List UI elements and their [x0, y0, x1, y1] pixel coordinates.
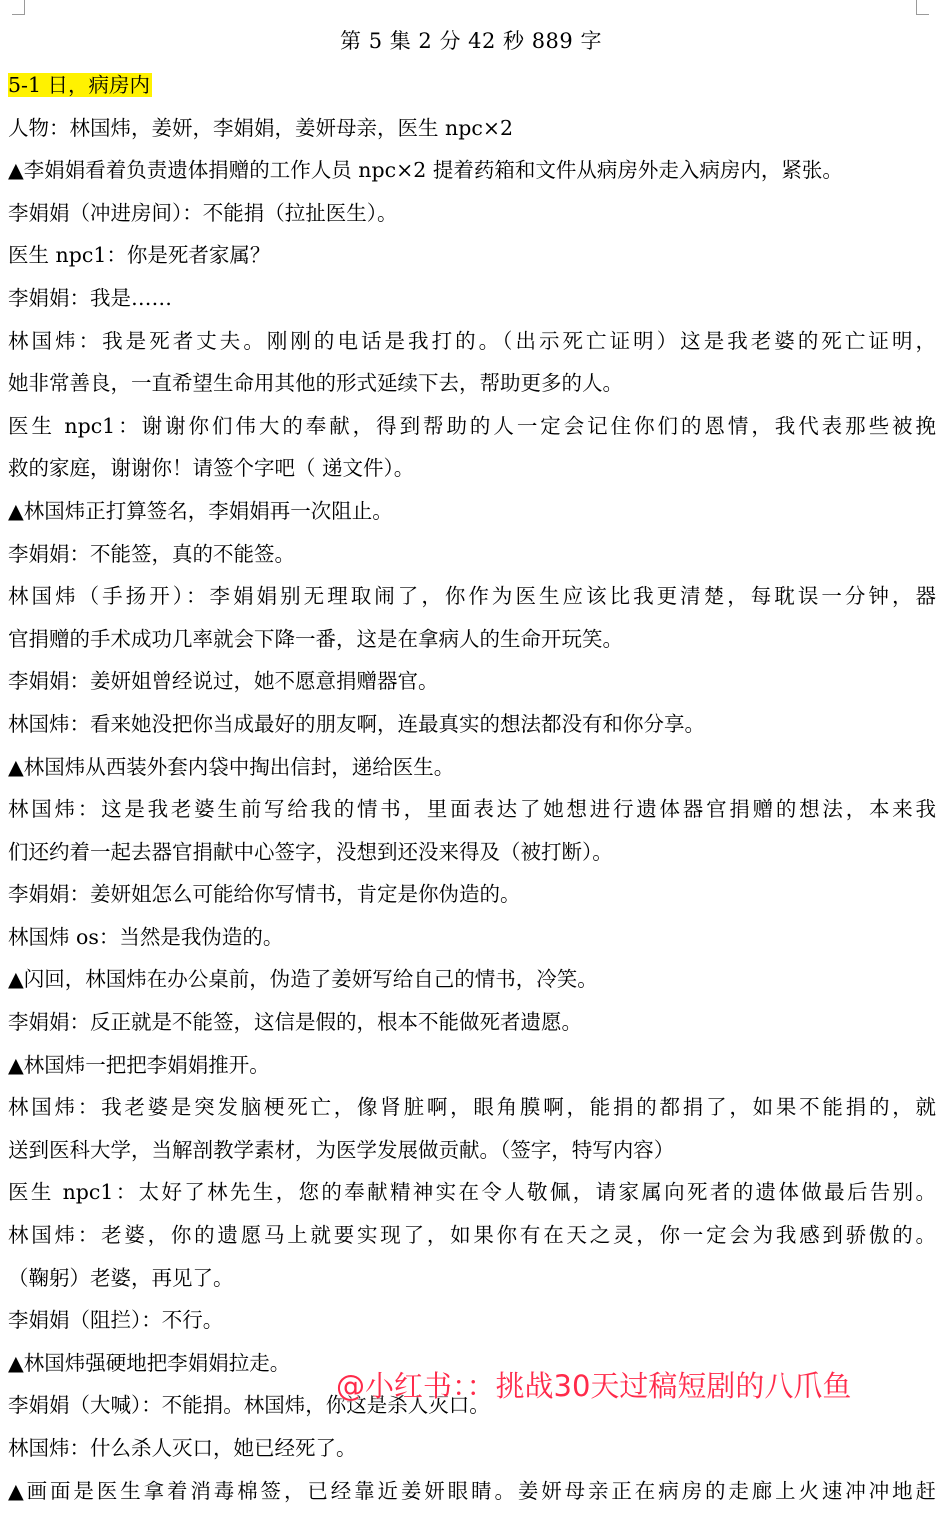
dialogue-line: 李娟娟：反正就是不能签，这信是假的，根本不能做死者遗愿。	[8, 1010, 582, 1035]
dialogue-line: 李娟娟：姜妍姐怎么可能给你写情书，肯定是你伪造的。	[8, 882, 521, 907]
page-corner-mark-right	[916, 0, 929, 15]
dialogue-line: 李娟娟：我是……	[8, 285, 172, 310]
dialogue-line: 官捐赠的手术成功几率就会下降一番，这是在拿病人的生命开玩笑。	[8, 626, 623, 651]
watermark-text: @小红书：：挑战30天过稿短剧的八爪鱼	[336, 1369, 852, 1403]
script-body	[8, 64, 936, 1512]
dialogue-line: 她非常善良，一直希望生命用其他的形式延续下去，帮助更多的人。	[8, 371, 623, 396]
dialogue-line: 送到医科大学，当解剖教学素材，为医学发展做贡献。（签字，特写内容）	[8, 1137, 675, 1162]
action-line: ▲画面是医生拿着消毒棉签，已经靠近姜妍眼睛。姜妍母亲正在病房的走廊上火速冲冲地赶	[8, 1478, 936, 1503]
dialogue-line: 李娟娟（冲进房间）：不能捐（拉扯医生）。	[8, 200, 398, 225]
dialogue-line: 林国炜 os：当然是我伪造的。	[8, 924, 284, 949]
dialogue-line: 林国炜：看来她没把你当成最好的朋友啊，连最真实的想法都没有和你分享。	[8, 711, 705, 736]
action-line: ▲林国炜正打算签名，李娟娟再一次阻止。	[8, 498, 393, 523]
dialogue-line: 林国炜：我老婆是突发脑梗死亡，像肾脏啊，眼角膜啊，能捐的都捐了，如果不能捐的，就	[8, 1095, 936, 1120]
dialogue-line: 救的家庭，谢谢你！请签个字吧（ 递文件）。	[8, 456, 415, 481]
dialogue-line: 林国炜：什么杀人灭口，她已经死了。	[8, 1436, 357, 1460]
page-corner-mark-left	[12, 0, 25, 15]
dialogue-line: 李娟娟（大喊）：不能捐。林国炜，你这是杀人灭口。	[8, 1393, 490, 1418]
action-line: ▲闪回，林国炜在办公桌前，伪造了姜妍写给自己的情书，冷笑。	[8, 967, 598, 992]
action-line: ▲李娟娟看着负责遗体捐赠的工作人员 npc×2 提着药箱和文件从病房外走入病房内，紧张。	[8, 158, 843, 183]
dialogue-line: 们还约着一起去器官捐献中心签字，没想到还没来得及（被打断）。	[8, 839, 613, 864]
dialogue-line: 林国炜：老婆，你的遗愿马上就要实现了，如果你有在天之灵，你一定会为我感到骄傲的。	[8, 1223, 936, 1248]
dialogue-line: 林国炜（手扬开）：李娟娟别无理取闹了，你作为医生应该比我更清楚，每耽误一分钟，器	[8, 584, 936, 609]
action-line: ▲林国炜强硬地把李娟娟拉走。	[8, 1350, 291, 1375]
dialogue-line: 林国炜：我是死者丈夫。刚刚的电话是我打的。（出示死亡证明）这是我老婆的死亡证明，	[8, 328, 936, 353]
episode-header: 第 5 集 2 分 42 秒 889 字	[340, 29, 602, 53]
dialogue-line: 李娟娟：姜妍姐曾经说过，她不愿意捐赠器官。	[8, 669, 439, 694]
action-line: ▲林国炜从西装外套内袋中掏出信封，递给医生。	[8, 754, 455, 779]
dialogue-line: 李娟娟：不能签，真的不能签。	[8, 541, 295, 566]
dialogue-line: 李娟娟（阻拦）：不行。	[8, 1308, 224, 1333]
dialogue-line: 医生 npc1：谢谢你们伟大的奉献，得到帮助的人一定会记住你们的恩情，我代表那些被挽	[8, 413, 936, 438]
action-line: ▲林国炜一把把李娟娟推开。	[8, 1052, 270, 1077]
scene-heading-text: 5-1 日，病房内	[8, 73, 151, 97]
dialogue-line: 林国炜：这是我老婆生前写给我的情书，里面表达了她想进行遗体器官捐赠的想法，本来我	[8, 797, 936, 822]
dialogue-line: （鞠躬）老婆，再见了。	[8, 1265, 234, 1290]
characters-line: 人物：林国炜，姜妍，李娟娟，姜妍母亲，医生 npc×2	[8, 115, 514, 140]
dialogue-line: 医生 npc1：你是死者家属？	[8, 243, 271, 268]
dialogue-line: 医生 npc1：太好了林先生，您的奉献精神实在令人敬佩，请家属向死者的遗体做最后告别。	[8, 1180, 936, 1205]
scene-heading	[8, 64, 936, 107]
